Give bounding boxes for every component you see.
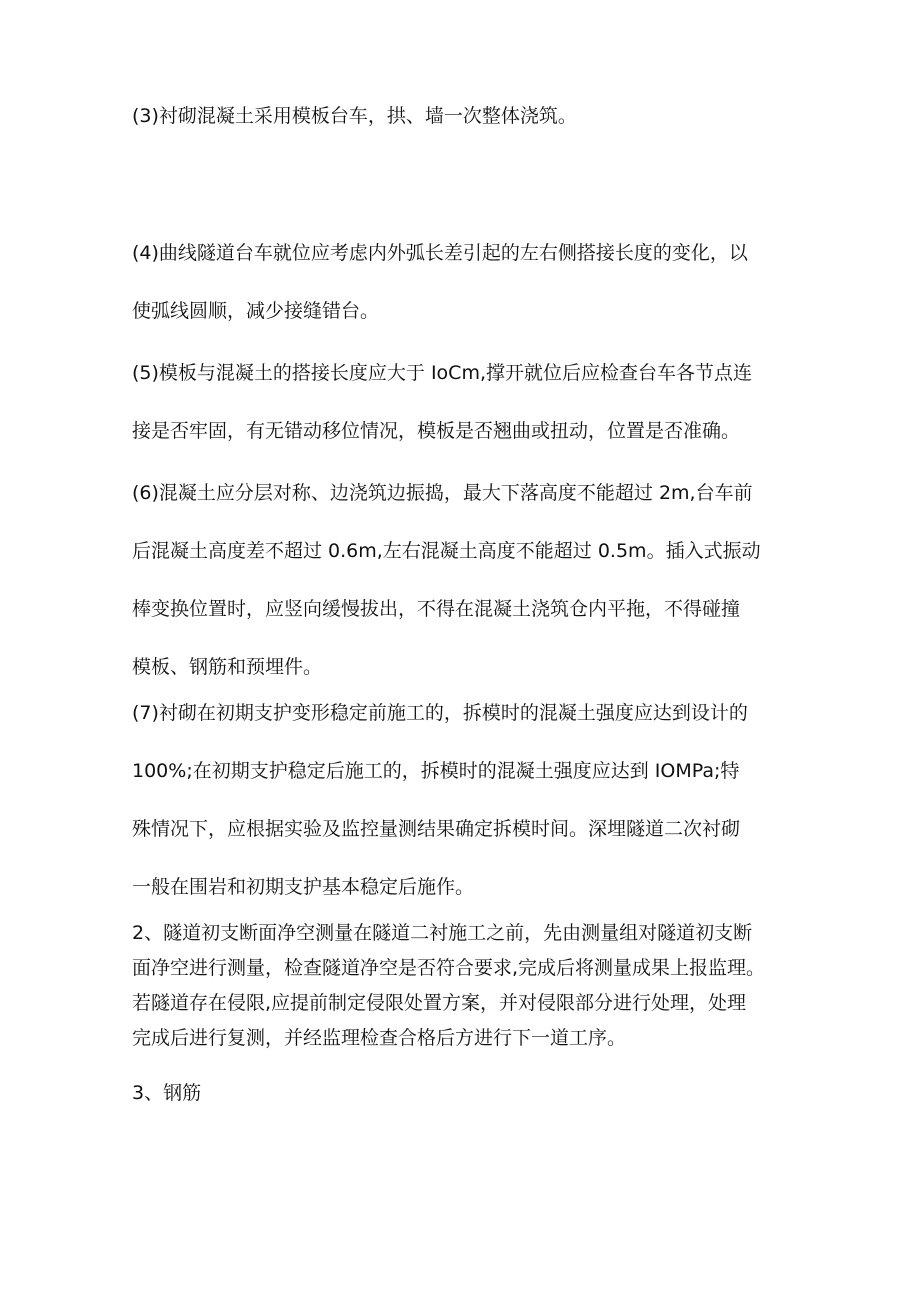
text-line: (6)混凝土应分层对称、边浇筑边振捣，最大下落高度不能超过 2m,台车前 [132,482,753,504]
text-line: 面净空进行测量，检查隧道净空是否符合要求,完成后将测量成果上报监理。 [132,957,766,979]
text-line: 模板、钢筋和预埋件。 [132,656,323,678]
text-line: 后混凝土高度差不超过 0.6m,左右混凝土高度不能超过 0.5m。插入式振动 [132,540,761,562]
text-line: 殊情况下，应根据实验及监控量测结果确定拆模时间。深埋隧道二次衬砌 [132,818,741,840]
paragraph-item-4 [132,224,792,340]
text-line: (5)模板与混凝土的搭接长度应大于 IoCm,撑开就位后应检查台车各节点连 [132,362,752,384]
paragraph-item-7 [132,684,792,916]
text-line: 2、隧道初支断面净空测量在隧道二衬施工之前，先由测量组对隧道初支断 [132,922,753,944]
text-line: 接是否牢固，有无错动移位情况，模板是否翘曲或扭动，位置是否准确。 [132,420,741,442]
text-line: 完成后进行复测，并经监理检查合格后方进行下一道工序。 [132,1027,627,1049]
section-heading-3 [132,1064,792,1122]
text-line: 若隧道存在侵限,应提前制定侵限处置方案，并对侵限部分进行处理，处理 [132,992,747,1014]
text-line: 100%;在初期支护稳定后施工的，拆模时的混凝土强度应达到 IOMPa;特 [132,760,740,782]
text-line: 3、钢筋 [132,1082,202,1104]
text-line: 一般在围岩和初期支护基本稳定后施作。 [132,876,475,898]
paragraph-item-6 [132,464,792,696]
text-line: 使弧线圆顺，减少接缝错台。 [132,300,380,322]
paragraph-item-5 [132,344,792,460]
text-line: (3)衬砌混凝土采用模板台车，拱、墙一次整体浇筑。 [132,105,577,127]
text-line: (4)曲线隧道台车就位应考虑内外弧长差引起的左右侧搭接长度的变化，以 [132,242,748,264]
text-line: (7)衬砌在初期支护变形稳定前施工的，拆模时的混凝土强度应达到设计的 [132,702,748,724]
paragraph-section-2 [132,916,792,1056]
paragraph-item-3 [132,87,792,145]
text-line: 棒变换位置时，应竖向缓慢拔出，不得在混凝土浇筑仓内平拖，不得碰撞 [132,598,741,620]
